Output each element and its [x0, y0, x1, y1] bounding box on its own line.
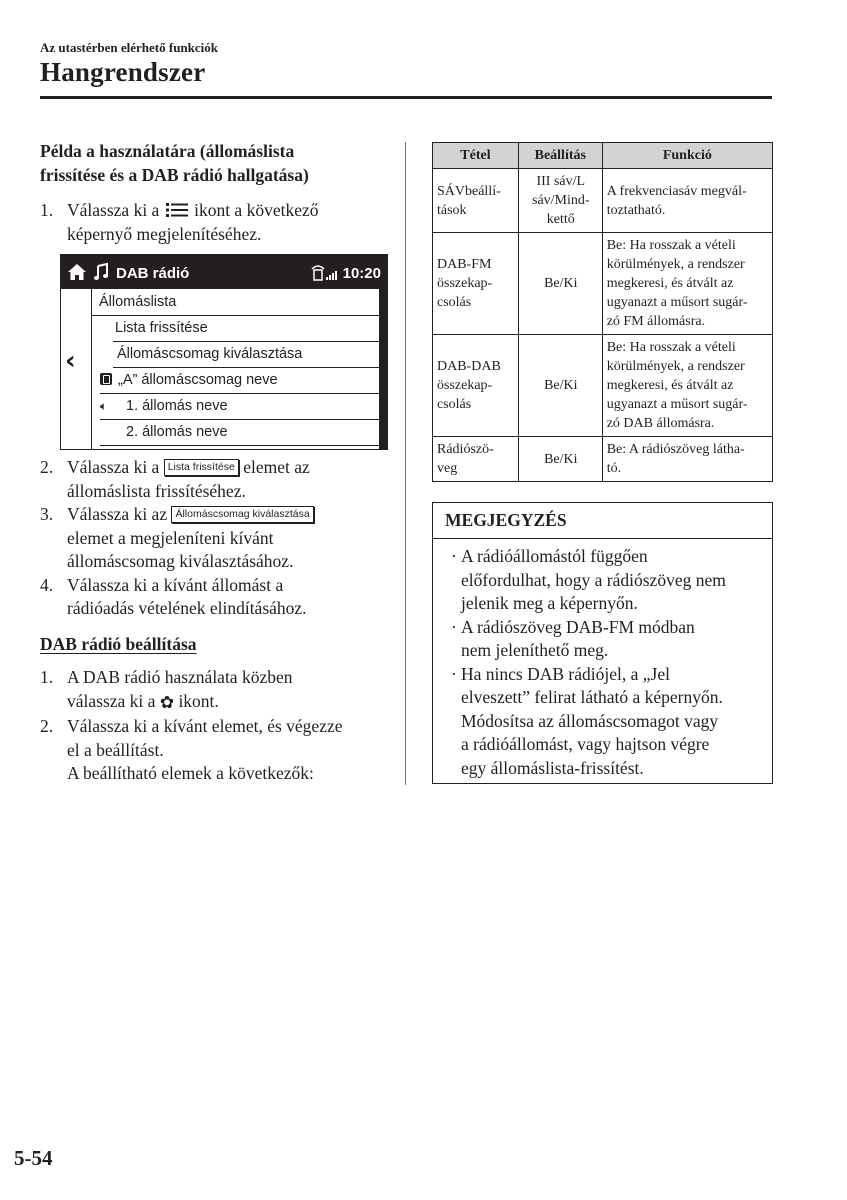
screen-scrollbar[interactable]: [379, 289, 387, 449]
settings-table: [432, 142, 773, 482]
column-header: Funkció: [602, 143, 772, 169]
table-cell-setting: Be/Ki: [518, 233, 602, 335]
table-header-row: [433, 143, 773, 169]
title-rule: [40, 96, 772, 99]
screen-title: DAB rádió: [116, 265, 190, 282]
table-cell-function: A frekvenciasáv megvál- toztatható.: [602, 169, 772, 233]
dab-step-2: 2. Válassza ki a kívánt elemet, és végezze el a beállítást. A beállítható elemek a következők:: [40, 716, 343, 783]
step-2: 2. Válassza ki a Lista frissítése elemet az állomáslista frissítéséhez.: [40, 457, 310, 501]
table-row: [433, 233, 773, 335]
station-list-header: Állomáslista: [92, 289, 380, 316]
note-title: MEGJEGYZÉS: [433, 503, 772, 539]
note-item: · A rádióállomástól függően előfordulhat, hogy a rádiószöveg nem jelenik meg a képernyőn.: [451, 546, 726, 613]
list-menu-icon: [166, 202, 188, 218]
dab-settings-heading: DAB rádió beállítása: [40, 633, 197, 654]
note-item: · A rádiószöveg DAB-FM módban nem jeleníthető meg.: [451, 616, 695, 660]
gear-icon: ✿: [159, 692, 175, 713]
package-a-item[interactable]: „A” állomáscsomag neve: [100, 367, 380, 394]
home-icon[interactable]: [67, 262, 87, 282]
station-1-item[interactable]: 🔈︎ 1. állomás neve: [100, 393, 380, 420]
column-divider: [405, 142, 406, 785]
table-cell-function: Be: A rádiószöveg látha- tó.: [602, 437, 772, 482]
package-icon: [100, 373, 112, 385]
example-heading: Példa a használatára (állomáslista frissítése és a DAB rádió hallgatása): [40, 141, 309, 185]
music-icon: [93, 262, 109, 282]
list-refresh-chip: Lista frissítése: [164, 459, 239, 476]
note-item: · Ha nincs DAB rádiójel, a „Jel elveszett” felirat látható a képernyőn. Módosítsa az állomáscsomagot vagy a rádióállomást, vagy hajtson végre egy állomáslista-frissítést.: [451, 663, 723, 778]
table-cell-item: SÁVbeállí- tások: [433, 169, 519, 233]
table-cell-setting: III sáv/L sáv/Mind- kettő: [518, 169, 602, 233]
table-cell-setting: Be/Ki: [518, 335, 602, 437]
table-cell-item: Rádiószö- veg: [433, 437, 519, 482]
bullet: ·: [451, 616, 457, 637]
note-body: [433, 539, 772, 780]
list-refresh-item[interactable]: Lista frissítése: [113, 315, 380, 342]
section-label: Az utastérben elérhető funkciók: [40, 40, 219, 55]
package-select-chip: Állomáscsomag kiválasztása: [171, 506, 313, 523]
table-row: [433, 335, 773, 437]
back-chevron-icon[interactable]: ‹: [65, 346, 76, 376]
speaker-icon: 🔈︎: [100, 399, 108, 413]
column-header: Tétel: [433, 143, 519, 169]
table-cell-setting: Be/Ki: [518, 437, 602, 482]
table-cell-item: DAB-DAB összekap- csolás: [433, 335, 519, 437]
table-row: [433, 437, 773, 482]
note-box: [432, 502, 773, 784]
table-cell-item: DAB-FM összekap- csolás: [433, 233, 519, 335]
page-title: Hangrendszer: [40, 57, 206, 87]
signal-icon: [311, 264, 339, 282]
table-cell-function: Be: Ha rosszak a vételi körülmények, a rendszer megkeresi, és átvált az ugyanazt a műsort sugár- zó DAB állomásra.: [602, 335, 772, 437]
radio-screen: [60, 254, 388, 450]
dab-step-1: 1. A DAB rádió használata közben válassza ki a ✿ ikont.: [40, 666, 390, 715]
step-3: 3. Válassza ki az Állomáscsomag kiválasztása elemet a megjeleníteni kívánt állomáscsomag kiválasztásához.: [40, 503, 390, 574]
step-1: 1. Válassza ki a ikont a következő képernyő megjelenítéséhez.: [40, 200, 319, 244]
screen-status-bar: [61, 255, 387, 289]
station-2-item[interactable]: 2. állomás neve: [100, 419, 380, 446]
package-select-item[interactable]: Állomáscsomag kiválasztása: [113, 341, 380, 368]
bullet: ·: [451, 663, 457, 684]
table-cell-function: Be: Ha rosszak a vételi körülmények, a rendszer megkeresi, és átvált az ugyanazt a műsort sugár- zó FM állomásra.: [602, 233, 772, 335]
bullet: ·: [451, 546, 457, 566]
column-header: Beállítás: [518, 143, 602, 169]
table-row: [433, 169, 773, 233]
page-number: 5-54: [14, 1146, 53, 1170]
left-column: [40, 140, 390, 786]
step-4: 4. Válassza ki a kívánt állomást a rádióadás vételének elindításához.: [40, 574, 307, 618]
screen-time: 10:20: [342, 265, 381, 282]
